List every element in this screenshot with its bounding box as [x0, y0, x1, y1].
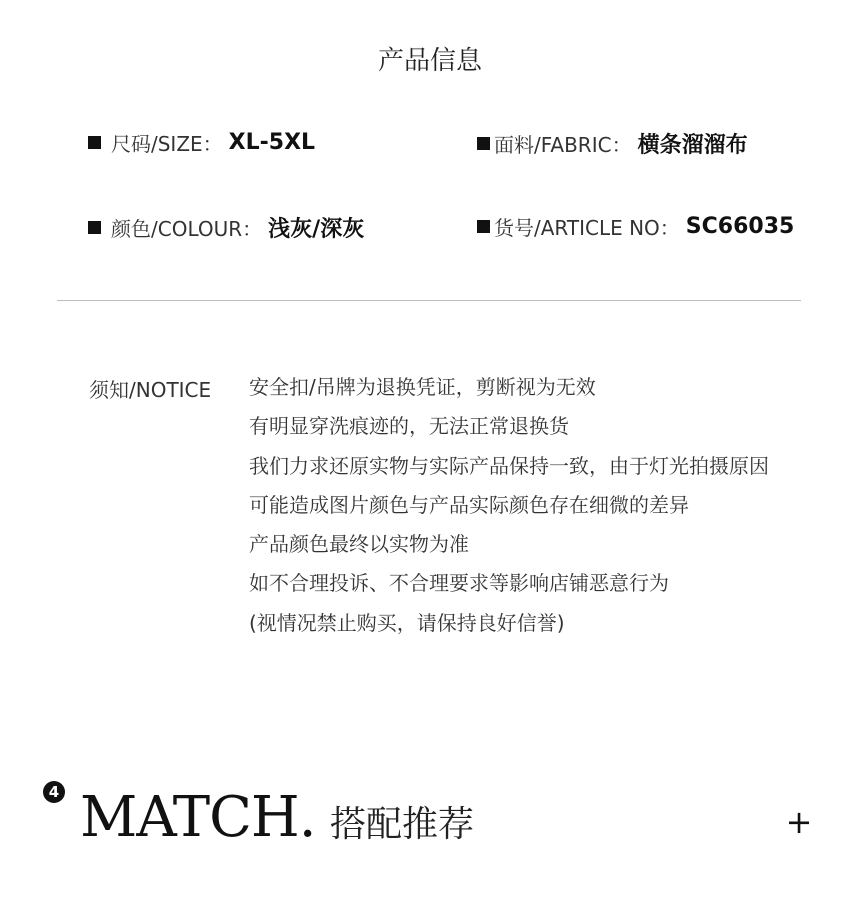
spec-size-value: XL-5XL: [228, 130, 316, 155]
notice-line: 有明显穿洗痕迹的，无法正常退换货: [249, 414, 569, 439]
spec-fabric-label: 面料/FABRIC：: [494, 133, 632, 157]
notice-list: [249, 374, 769, 649]
divider: [57, 300, 801, 301]
spec-colour-label: 颜色/COLOUR：: [111, 217, 263, 241]
square-bullet-icon: [477, 137, 490, 150]
section-number-badge: 4: [43, 781, 65, 803]
section-title: 产品信息: [377, 46, 482, 76]
square-bullet-icon: [88, 136, 101, 149]
spec-fabric-value: 横条溜溜布: [637, 133, 748, 158]
spec-colour: [88, 212, 364, 243]
plus-icon[interactable]: +: [785, 803, 813, 841]
square-bullet-icon: [477, 220, 490, 233]
match-heading-english: MATCH.: [80, 785, 316, 850]
notice-label: 须知/NOTICE: [89, 378, 212, 402]
spec-colour-value: 浅灰/深灰: [268, 217, 365, 242]
spec-article: [477, 212, 794, 241]
notice-line: (视情况禁止购买，请保持良好信誉): [249, 610, 565, 635]
notice-line: 如不合理投诉、不合理要求等影响店铺恶意行为: [249, 571, 669, 596]
notice-line: 我们力求还原实物与实际产品保持一致，由于灯光拍摄原因: [249, 453, 769, 478]
spec-article-value: SC66035: [685, 214, 795, 239]
notice-line: 可能造成图片颜色与产品实际颜色存在细微的差异: [249, 492, 689, 517]
notice-line: 产品颜色最终以实物为准: [249, 532, 469, 557]
spec-size-label: 尺码/SIZE：: [111, 132, 223, 156]
spec-size: [88, 128, 315, 157]
spec-fabric: [477, 128, 748, 159]
match-heading-chinese: 搭配推荐: [330, 804, 475, 845]
notice-line: 安全扣/吊牌为退换凭证，剪断视为无效: [249, 375, 596, 399]
spec-article-label: 货号/ARTICLE NO：: [494, 216, 680, 240]
square-bullet-icon: [88, 221, 101, 234]
